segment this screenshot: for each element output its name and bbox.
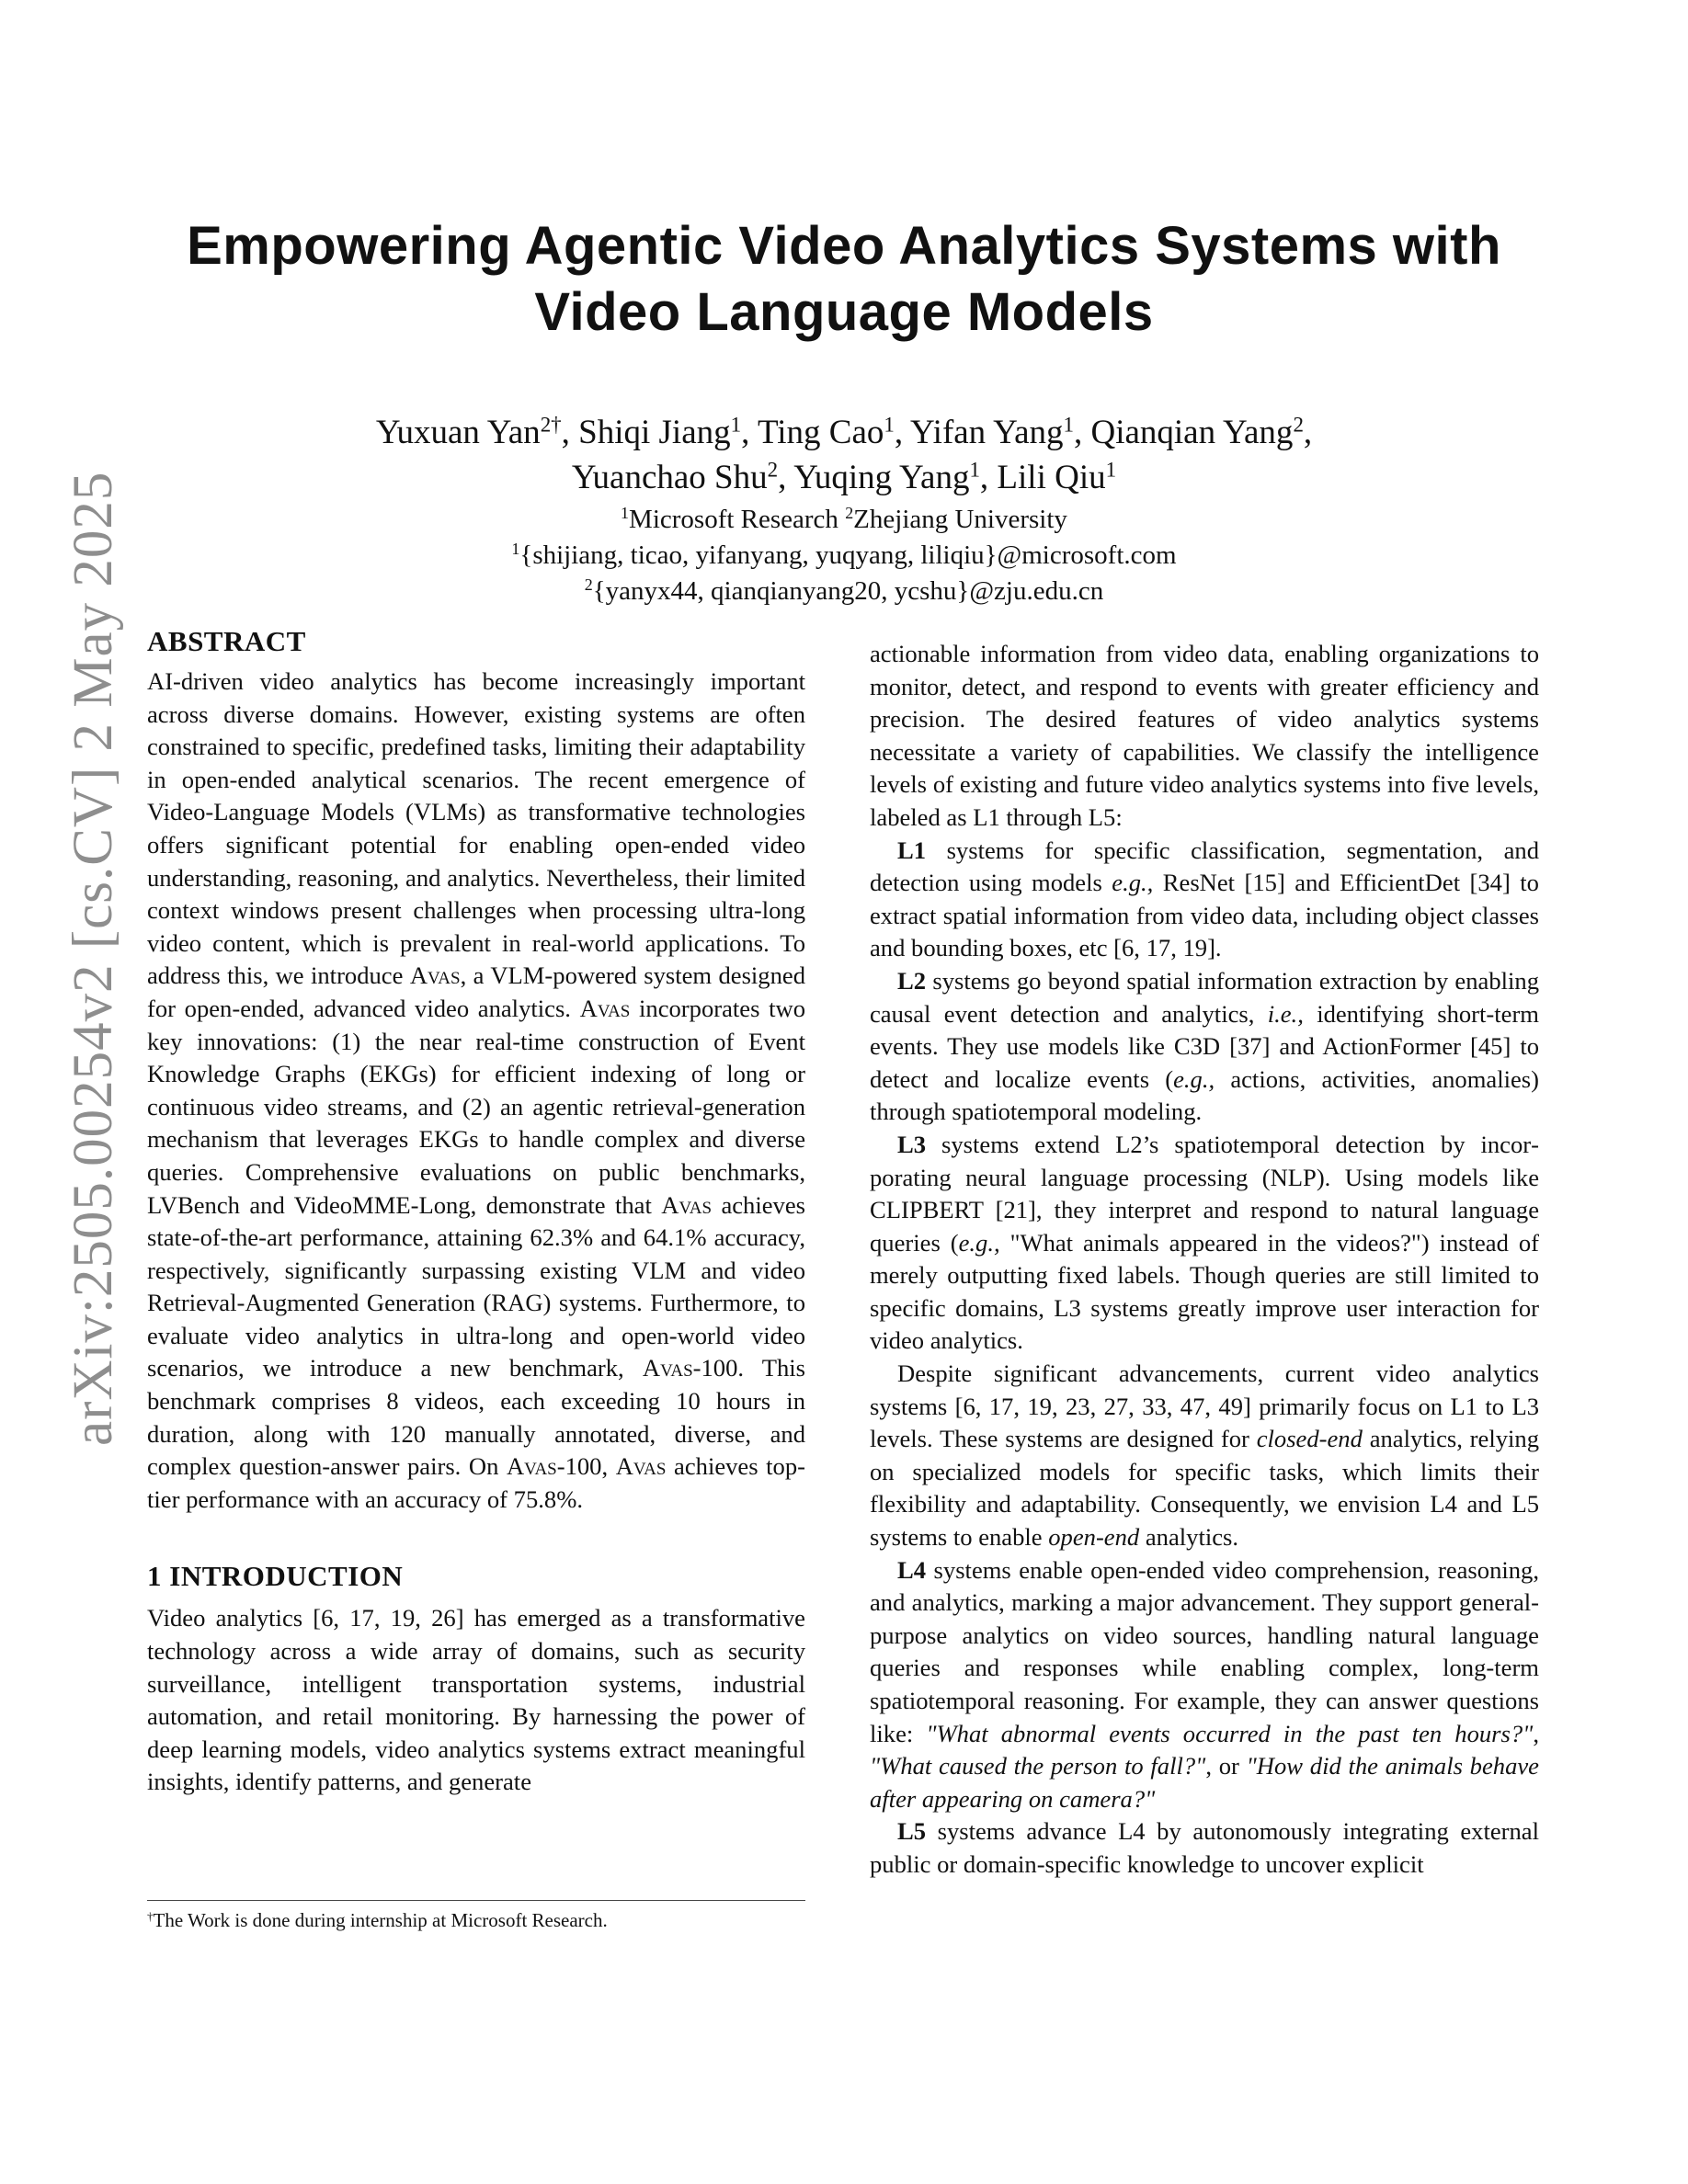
author-name: Yifan Yang (909, 414, 1064, 451)
email-addresses: {shijiang, ticao, yifanyang, yuqyang, liliqiu}@microsoft.com (519, 540, 1177, 570)
author-name: Yuxuan Yan (375, 414, 541, 451)
author-affil-mark: 1 (1105, 458, 1117, 482)
body-text: , or (1205, 1752, 1247, 1780)
level-label: L5 (897, 1817, 927, 1846)
abstract-text: incorporates two key innovations: (1) the near real-time construction of Event Knowledge Graphs (EKGs) for efficient indexing of long or continuous video streams, and (2) an agentic retrieval-generation mechanism that leverages EKGs to handle complex and diverse queries. Comprehensive evaluations on public benchmarks, LVBench and VideoMME-Long, demonstrate that (147, 994, 805, 1219)
system-name: Avas (579, 994, 631, 1022)
level-label: L2 (897, 966, 927, 995)
system-name: Avas (661, 1190, 713, 1219)
abstract-heading: ABSTRACT (147, 625, 306, 657)
paper-title (129, 213, 1559, 346)
system-name: Avas (615, 1452, 667, 1481)
example-question: "What abnormal events occurred in the past ten hours?" (926, 1719, 1534, 1747)
author-affil-mark: 1 (969, 458, 980, 482)
body-text: systems go beyond spatial information extraction by enabling causal event detection and analytics, (870, 966, 1539, 1028)
footnote (147, 1907, 805, 1933)
benchmark-name: Avas-100 (642, 1354, 738, 1382)
email-line (129, 538, 1559, 574)
author-affil-mark: 1 (730, 413, 742, 437)
abstract-text: , (601, 1452, 616, 1481)
email-addresses: {yanyx44, qianqianyang20, ycshu}@zju.edu.cn (592, 576, 1104, 606)
body-text: actions, activities, anomalies) through spatiotemporal modeling. (870, 1064, 1539, 1126)
body-text: identifying short-term events. They use models like C3D [37] and ActionFormer [45] to detect and localize events ( (870, 999, 1539, 1093)
level-label: L4 (897, 1555, 927, 1584)
author-affil-mark: 2 (1293, 413, 1304, 437)
author-name: Ting Cao (757, 414, 884, 451)
affil-mark: 1 (621, 504, 630, 523)
level-l3-paragraph (870, 1129, 1539, 1358)
author-affil-mark: 2† (540, 413, 562, 437)
italic-text: open-end (1048, 1523, 1140, 1552)
body-text: systems extend L2’s spatiotemporal detection by incorporating neural language processing (NLP). Using models like CLIPBERT [21], they interpret and respond to natural language queries ( (870, 1130, 1539, 1257)
author-name: Qianqian Yang (1090, 414, 1294, 451)
italic-text: closed-end (1256, 1425, 1363, 1453)
body-text: "What animals appeared in the videos?") instead of merely outputting fixed labels. Though queries are still limited to specific domains, L3 systems greatly improve user interaction for video analytics. (870, 1228, 1539, 1355)
intro-paragraph: Video analytics [6, 17, 19, 26] has emerged as a transformative technology across a wide array of domains, such as security surveillance, intelligent transportation systems, industrial automation, and retail monitoring. By harnessing the power of deep learning models, video analytics systems extract meaningful insights, identify patterns, and generate (147, 1604, 805, 1796)
level-label: L1 (897, 836, 927, 864)
title-line-2: Video Language Models (534, 282, 1154, 342)
body-text: analytics, relying on specialized models for specific tasks, which limits their flexibility and adaptability. Consequently, we envision L4 and L5 systems to enable (870, 1425, 1539, 1552)
example-question: "How did the animals behave after appearing on camera?" (870, 1752, 1539, 1813)
abstract-text: AI-driven video analytics has become increasingly important across diverse domains. However, existing systems are often constrained to specific, predefined tasks, limiting their adaptability in open-ended analytical scenarios. The recent emergence of Video-Language Models (VLMs) as transformative technologies offers significant potential for enabling open-ended video understanding, reasoning, and analytics. Nevertheless, their limited context windows present challenges when processing ultra-long video content, which is prevalent in real-world applications. To address this, we introduce (147, 667, 805, 990)
author-name: Lili Qiu (997, 459, 1106, 496)
author-name: Shiqi Jiang (578, 414, 731, 451)
system-name: Avas (409, 961, 461, 990)
affil-mark: 1 (511, 540, 520, 559)
affil-mark: 2 (845, 504, 854, 523)
author-affil-mark: 2 (767, 458, 779, 482)
benchmark-name: Avas-100 (506, 1452, 602, 1481)
body-text: , (1533, 1719, 1539, 1747)
right-column (870, 638, 1539, 1882)
email-line (129, 574, 1559, 609)
abstract-text: achieves state-of-the-art performance, attaining 62.3% and 64.1% accuracy, respectively, significantly surpassing existing VLM and video Retrieval-Augmented Generation (RAG) systems. Furthermore, to evaluate video analytics in ultra-long and open-world video scenarios, we introduce a new benchmark, (147, 1190, 805, 1382)
affiliation-org: Microsoft Research (629, 505, 838, 534)
title-line-1: Empowering Agentic Video Analytics Systems with (187, 216, 1501, 276)
despite-paragraph (870, 1358, 1539, 1554)
author-line-1: Yuxuan Yan$^{2\dagger}$, Shiqi Jiang$^1$, Ting Cao$^1$, Yifan Yang$^1$, Qianqian Yang$^2$, (375, 413, 1313, 451)
footnote-divider (147, 1900, 805, 1901)
body-text: Despite significant advancements, current video analytics systems [6, 17, 19, 23, 27, 33, 47, 49] primarily focus on L1 to L3 levels. These systems are designed for (870, 1359, 1539, 1453)
affiliations (129, 502, 1559, 609)
italic-text: e.g., (958, 1228, 1000, 1257)
author-affil-mark: 1 (884, 413, 895, 437)
affiliation-org: Zhejiang University (853, 505, 1067, 534)
introduction-heading: 1 INTRODUCTION (147, 1560, 404, 1593)
footnote-mark: † (147, 1908, 154, 1923)
body-text: systems enable open-ended video comprehension, reasoning, and analytics, marking a major advancement. They support general-purpose analytics on video sources, handling natural language queries and responses while enabling complex, long-term spatiotemporal reasoning. For example, they can answer questions like: (870, 1555, 1539, 1747)
author-affil-mark: 1 (1063, 413, 1074, 437)
italic-text: i.e., (1267, 999, 1304, 1028)
level-l5-paragraph (870, 1815, 1539, 1881)
body-text: analytics. (1139, 1523, 1239, 1552)
abstract-text: , a VLM-powered system designed for open-ended, advanced video analytics. (147, 961, 806, 1022)
abstract-paragraph (147, 665, 805, 1516)
abstract-text: . This benchmark comprises 8 videos, each exceeding 10 hours in duration, along with 120 manually annotated, diverse, and complex question-answer pairs. On (147, 1354, 805, 1481)
intro-paragraph-continued: actionable information from video data, enabling organizations to monitor, detect, and respond to events with greater efficiency and precision. The desired features of video analytics systems necessitate a variety of capabilities. We classify the intelligence levels of existing and future video analytics systems into five levels, labeled as L1 through L5: (870, 640, 1539, 831)
affil-mark: 2 (584, 575, 593, 595)
body-text: systems advance L4 by autonomously integrating external public or domain-specific knowledge to uncover explicit (870, 1817, 1539, 1878)
example-question: "What caused the person to fall?" (870, 1752, 1206, 1780)
arxiv-identifier-stamp: arXiv:2505.00254v2 [cs.CV] 2 May 2025 (63, 471, 124, 1446)
level-l2-paragraph (870, 965, 1539, 1129)
level-label: L3 (897, 1130, 927, 1158)
left-column (147, 623, 805, 1799)
italic-text: e.g., (1112, 869, 1154, 897)
author-list (129, 410, 1559, 500)
affiliation-line (129, 502, 1559, 538)
level-l4-paragraph (870, 1554, 1539, 1816)
italic-text: e.g., (1173, 1064, 1215, 1093)
level-l1-paragraph (870, 835, 1539, 965)
author-name: Yuanchao Shu (571, 459, 768, 496)
abstract-text: achieves top-tier performance with an accuracy of 75.8%. (147, 1452, 805, 1513)
author-name: Yuqing Yang (793, 459, 970, 496)
footnote-text: The Work is done during internship at Microsoft Research. (153, 1909, 608, 1931)
body-text: ResNet [15] and EfficientDet [34] to extract spatial information from video data, including object classes and bounding boxes, etc [6, 17, 19]. (870, 869, 1539, 962)
author-line-2: Yuanchao Shu$^2$, Yuqing Yang$^1$, Lili Qiu$^1$ (571, 458, 1117, 496)
body-text: systems for specific classification, segmentation, and detection using models (870, 836, 1539, 897)
